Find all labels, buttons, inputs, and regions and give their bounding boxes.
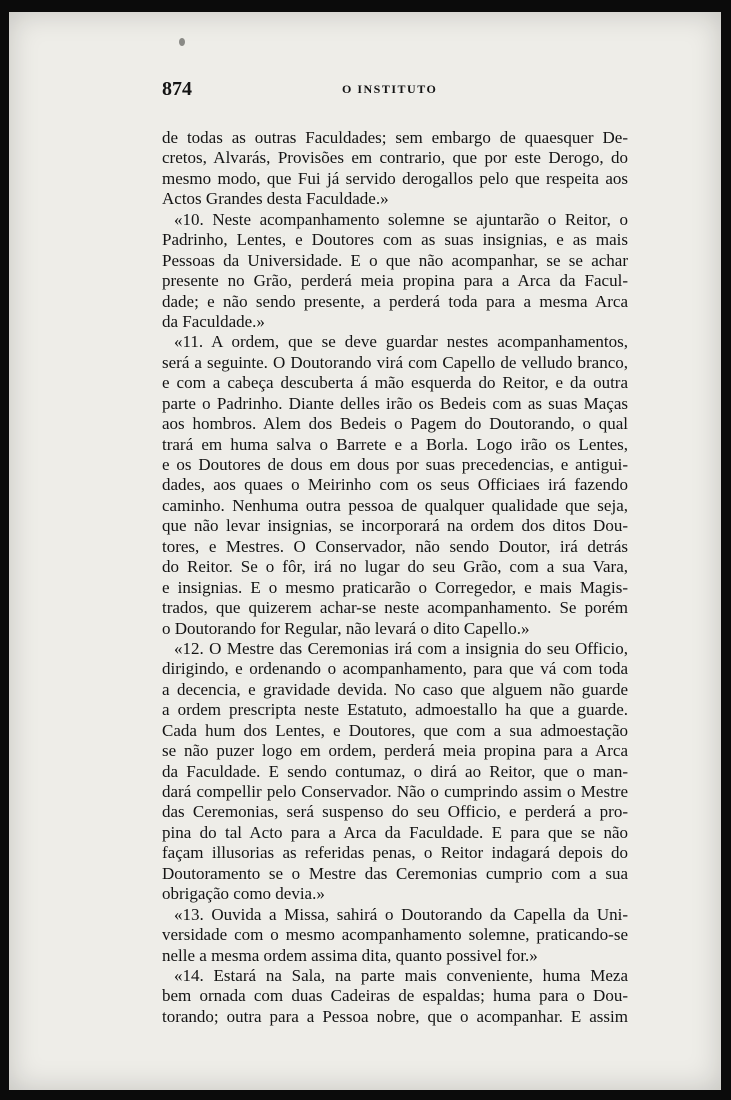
text-line: «13. Ouvida a Missa, sahirá o Doutorando da Capella da Uni- [174, 904, 628, 924]
text-line: «12. O Mestre das Ceremonias irá com a insignia do seu Officio, [174, 638, 628, 658]
body-text [162, 128, 628, 1027]
text-line: e insignias. E o mesmo praticarão o Corregedor, e mais Magis- [162, 577, 628, 597]
text-line: Doutoramento se o Mestre das Ceremonias cumprio com a sua [162, 863, 628, 883]
text-line: a ordem prescripta neste Estatuto, admoestallo ha que a guarde. [162, 700, 628, 720]
text-line: a decencia, e gravidade devida. No caso que alguem não guarde [162, 679, 628, 699]
text-line: «14. Estará na Sala, na parte mais conveniente, huma Meza [174, 965, 628, 985]
text-line: Actos Grandes desta Faculdade.» [162, 189, 389, 209]
text-line: e com a cabeça descuberta á mão esquerda do Reitor, e da outra [162, 373, 628, 393]
text-line: bem ornada com duas Cadeiras de espaldas; huma para o Dou- [162, 986, 628, 1006]
text-line: trados, que quizerem achar-se neste acompanhamento. Se porém [162, 598, 628, 618]
text-line: da Faculdade.» [162, 311, 265, 331]
text-line: façam illusorias as referidas penas, o Reitor indagará depois do [162, 843, 628, 863]
text-line: dades, aos quaes o Meirinho com os seus Officiaes irá fazendo [162, 475, 628, 495]
text-line: e os Doutores de dous em dous por suas precedencias, e antigui- [162, 455, 628, 474]
text-line: da Faculdade. E sendo contumaz, o dirá ao Reitor, que o man- [162, 761, 628, 781]
text-line: dade; e não sendo presente, a perderá toda para a mesma Arca [162, 291, 628, 311]
text-line: mesmo modo, que Fui já servido derogallos pelo que respeita aos [162, 168, 628, 188]
text-line: torando; outra para a Pessoa nobre, que o acompanhar. E assim [162, 1006, 628, 1026]
page-header [162, 78, 620, 100]
text-line: caminho. Nenhuma outra pessoa de qualquer qualidade que seja, [162, 495, 628, 515]
text-line: dará compellir pelo Conservador. Não o cumprindo assim o Mestre [162, 782, 628, 801]
text-line: do Reitor. Se o fôr, irá no lugar do seu Grão, com a sua Vara, [162, 557, 628, 577]
text-line: nelle a mesma ordem assima dita, quanto possivel for.» [162, 945, 538, 965]
text-line: parte o Padrinho. Diante delles irão os Bedeis com as suas Maças [162, 393, 628, 413]
paper-speck [179, 38, 185, 46]
text-line: de todas as outras Faculdades; sem embargo de quaesquer De- [162, 128, 628, 147]
text-line: «11. A ordem, que se deve guardar nestes acompanhamentos, [174, 332, 628, 352]
text-line: presente no Grão, perderá meia propina para a Arca da Facul- [162, 271, 628, 291]
text-line: aos hombros. Alem dos Bedeis o Pagem do Doutorando, o qual [162, 414, 628, 434]
text-line: das Ceremonias, será suspenso do seu Officio, e perderá a pro- [162, 802, 628, 822]
text-line: que não levar insignias, se incorporará na ordem dos ditos Dou- [162, 516, 628, 536]
text-line: versidade com o mesmo acompanhamento solemne, praticando-se [162, 925, 628, 945]
page-number: 874 [162, 78, 192, 100]
running-title: O INSTITUTO [342, 82, 438, 96]
text-line: se não puzer logo em ordem, perderá meia propina para a Arca [162, 741, 628, 761]
text-line: pina do tal Acto para a Arca da Faculdade. E para que se não [162, 822, 628, 842]
text-line: Cada hum dos Lentes, e Doutores, que com a sua admoestação [162, 720, 628, 740]
text-line: «10. Neste acompanhamento solemne se ajuntarão o Reitor, o [174, 209, 628, 229]
text-line: será a seguinte. O Doutorando virá com Capello de velludo branco, [162, 352, 628, 372]
text-line: trará em huma salva o Barrete e a Borla. Logo irão os Lentes, [162, 434, 628, 454]
text-line: cretos, Alvarás, Provisões em contrario, que por este Derogo, do [162, 148, 628, 168]
text-line: dirigindo, e ordenando o acompanhamento, para que vá com toda [162, 659, 628, 679]
text-line: tores, e Mestres. O Conservador, não sendo Doutor, irá detrás [162, 536, 628, 556]
text-line: o Doutorando for Regular, não levará o dito Capello.» [162, 618, 530, 638]
text-line: obrigação como devia.» [162, 884, 325, 904]
text-line: Padrinho, Lentes, e Doutores com as suas insignias, e as mais [162, 230, 628, 250]
text-line: Pessoas da Universidade. E o que não acompanhar, se se achar [162, 250, 628, 270]
